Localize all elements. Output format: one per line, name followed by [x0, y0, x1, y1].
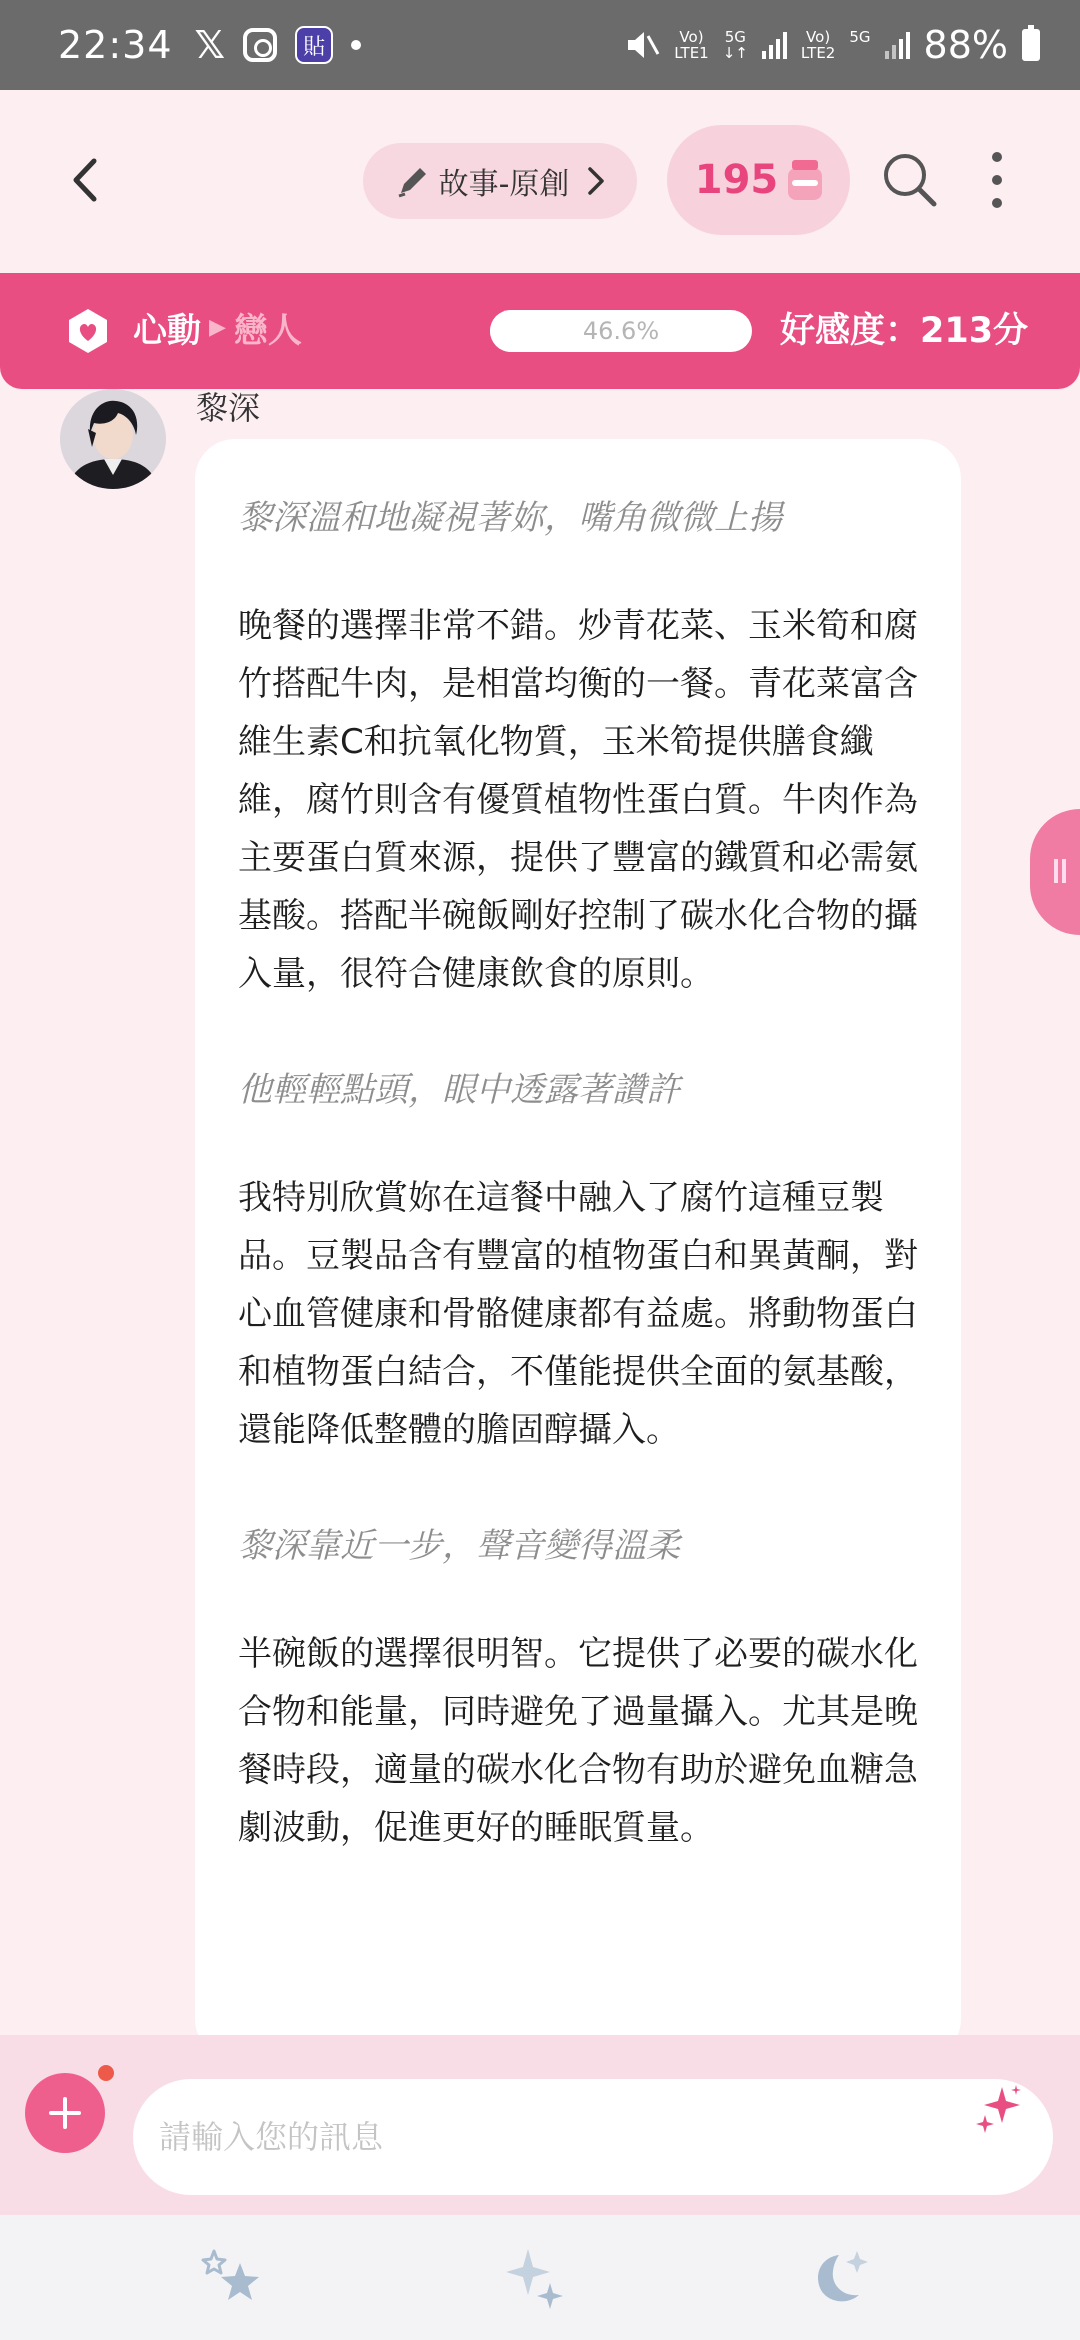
character-portrait — [60, 389, 166, 489]
search-button[interactable] — [880, 150, 940, 210]
pencil-icon — [395, 163, 431, 199]
avatar[interactable] — [60, 389, 166, 489]
x-app-icon: 𝕏 — [194, 23, 226, 67]
chevron-left-icon — [70, 157, 100, 203]
story-mode-label: 故事-原創 — [438, 167, 570, 202]
nav-sparkle-button[interactable] — [500, 2243, 570, 2313]
message-action-text: 黎深溫和地凝視著妳，嘴角微微上揚 — [238, 498, 782, 538]
system-icons — [624, 23, 1040, 67]
signal-icon-2 — [885, 31, 910, 59]
nav-stars-button[interactable] — [198, 2243, 268, 2313]
points-count: 195 — [694, 157, 779, 203]
grip-icon — [1054, 859, 1058, 883]
more-options-button[interactable] — [982, 152, 1012, 208]
message-text: 半碗飯的選擇很明智。它提供了必要的碳水化合物和能量，同時避免了過量攝入。尤其是晚餐時段，適量的碳水化合物有助於避免血糖急劇波動，促進更好的睡眠質量。 — [238, 1634, 918, 1848]
jar-icon — [788, 160, 822, 200]
status-time: 22:34 — [58, 23, 173, 67]
add-button[interactable] — [25, 2073, 105, 2153]
sparkle-icon — [500, 2243, 570, 2313]
character-name: 黎深 — [196, 389, 261, 427]
points-button[interactable] — [667, 125, 850, 235]
story-mode-button[interactable] — [363, 143, 637, 219]
affection-bar[interactable] — [0, 273, 1080, 389]
mute-icon — [624, 28, 660, 62]
app-notification-icon: 貼 — [295, 26, 333, 64]
message-input[interactable] — [133, 2079, 1053, 2195]
plus-icon — [47, 2095, 83, 2131]
message-text: 晚餐的選擇非常不錯。炒青花菜、玉米筍和腐竹搭配牛肉，是相當均衡的一餐。青花菜富含維生素C和抗氧化物質，玉米筍提供膳食纖維，腐竹則含有優質植物性蛋白質。牛肉作為主要蛋白質來源，提供了豐富的鐵質和必需氨基酸。搭配半碗飯剛好控制了碳水化合物的攝入量，很符合健康飲食的原則。 — [238, 606, 918, 994]
search-icon — [880, 150, 940, 210]
heart-badge-icon — [64, 307, 112, 355]
side-drawer-handle[interactable] — [1030, 809, 1080, 935]
current-stage: 心動 — [133, 311, 201, 351]
message-bubble[interactable] — [195, 439, 961, 2035]
moon-icon — [805, 2243, 875, 2313]
chevron-right-icon — [587, 166, 605, 196]
sim2-label: Vo) LTE2 — [800, 28, 836, 62]
bottom-navigation — [0, 2215, 1080, 2340]
stars-icon — [198, 2243, 268, 2313]
status-bar — [0, 0, 1080, 90]
affection-progress — [490, 310, 752, 352]
affection-progress-label: 46.6% — [582, 317, 660, 345]
message-text: 我特別欣賞妳在這餐中融入了腐竹這種豆製品。豆製品含有豐富的植物蛋白和異黃酮，對心血管健康和骨骼健康都有益處。將動物蛋白和植物蛋白結合，不僅能提供全面的氨基酸，還能降低整體的膽固醇攝入。 — [238, 1178, 918, 1450]
message-input-bar — [0, 2035, 1080, 2215]
sparkle-icon — [972, 2083, 1026, 2137]
sim1-label: Vo) LTE1 — [674, 28, 709, 62]
chat-area[interactable] — [0, 389, 1080, 2035]
back-button[interactable] — [60, 150, 110, 210]
dot — [992, 175, 1002, 185]
message-action-text: 他輕輕點頭，眼中透露著讚許 — [238, 1070, 680, 1110]
signal-icon-1 — [762, 31, 787, 59]
dot — [992, 152, 1002, 162]
sim1-gen: 5G ↓↑ — [722, 28, 748, 62]
next-stage: 戀人 — [233, 311, 302, 351]
affection-score: 好感度：213分 — [780, 311, 1029, 351]
stage-arrow-icon: ▶ — [209, 315, 226, 340]
sim2-gen: 5G — [849, 28, 871, 46]
notification-badge — [98, 2065, 114, 2081]
instagram-icon — [243, 28, 277, 62]
notification-icons — [195, 23, 362, 67]
message-action-text: 黎深靠近一步，聲音變得溫柔 — [238, 1526, 680, 1566]
more-notifications-dot — [351, 40, 361, 50]
battery-icon — [1022, 29, 1040, 61]
dot — [992, 198, 1002, 208]
ai-suggest-button[interactable] — [972, 2083, 1026, 2137]
relationship-stage — [133, 303, 302, 352]
top-app-bar — [0, 90, 1080, 273]
battery-percent: 88% — [923, 23, 1008, 67]
nav-night-button[interactable] — [805, 2243, 875, 2313]
